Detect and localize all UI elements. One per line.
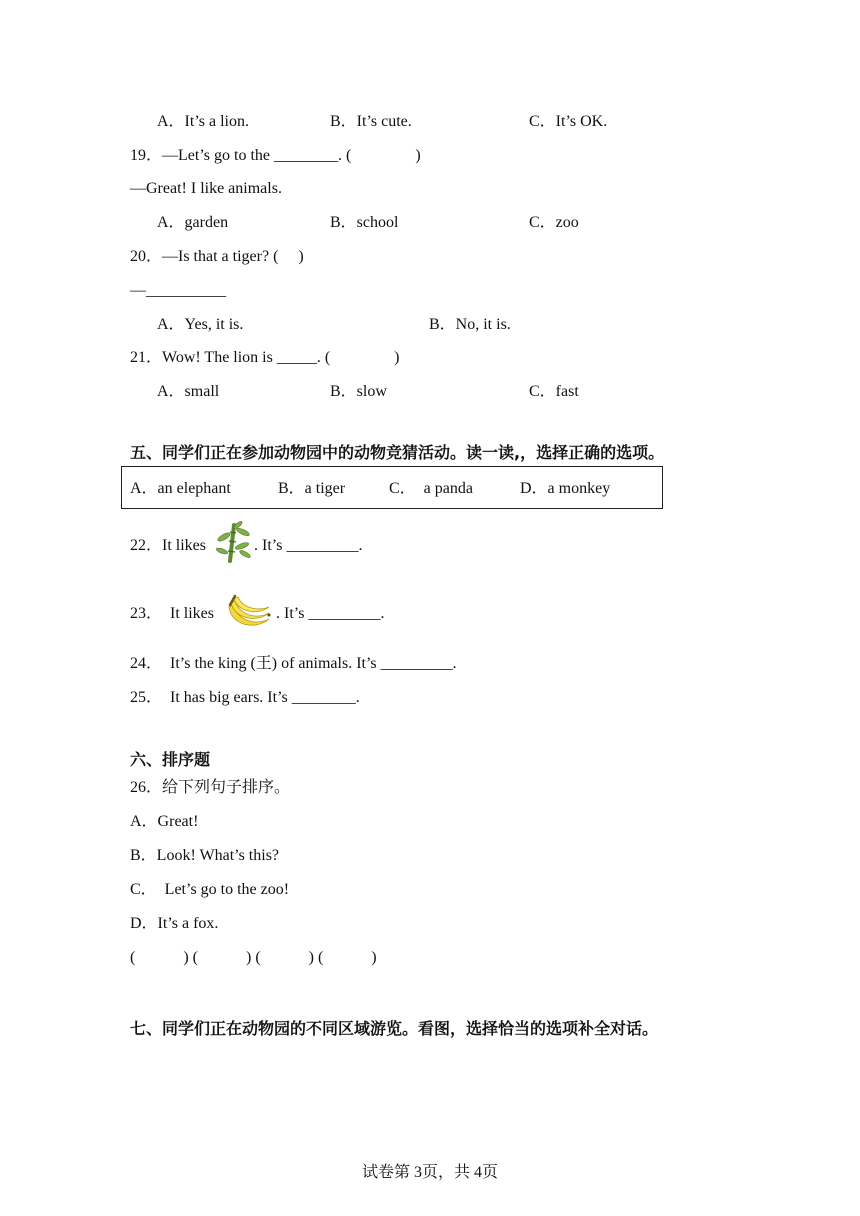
- q26-answer-blanks[interactable]: ( ) ( ) ( ) ( ): [130, 949, 377, 966]
- q19-question: 19．—Let’s go to the ________. ( ): [130, 147, 421, 164]
- q18-option-b[interactable]: B．It’s cute.: [330, 113, 412, 130]
- choice-a: A．an elephant: [130, 480, 231, 497]
- q20-reply: —__________: [130, 282, 226, 299]
- choice-d: D．a monkey: [520, 480, 611, 497]
- choice-b: B．a tiger: [278, 480, 346, 497]
- q23-prefix: 23． It likes: [130, 605, 214, 622]
- q18-option-c[interactable]: C．It’s OK.: [529, 113, 608, 130]
- section7-title: 七、同学们正在动物园的不同区域游览。看图，选择恰当的选项补全对话。: [130, 1019, 659, 1038]
- q26-item-b: B．Look! What’s this?: [130, 847, 280, 864]
- section6-title: 六、排序题: [130, 750, 211, 769]
- q22-suffix: . It’s _________.: [254, 537, 363, 554]
- q21-option-c[interactable]: C．fast: [529, 383, 579, 400]
- q26-item-d: D．It’s a fox.: [130, 915, 219, 932]
- q19-option-b[interactable]: B．school: [330, 214, 399, 231]
- q22-prefix: 22．It likes: [130, 537, 206, 554]
- q19-option-c[interactable]: C．zoo: [529, 214, 579, 231]
- q21-option-a[interactable]: A．small: [157, 383, 220, 400]
- q25-text: 25． It has big ears. It’s ________.: [130, 689, 360, 706]
- q26-item-a: A．Great!: [130, 813, 199, 830]
- q21-question: 21．Wow! The lion is _____. ( ): [130, 349, 400, 366]
- q20-option-a[interactable]: A．Yes, it is.: [157, 316, 244, 333]
- q18-option-a[interactable]: A．It’s a lion.: [157, 113, 249, 130]
- page-footer: 试卷第 3页，共 4页: [361, 1164, 498, 1181]
- q26-question: 26．给下列句子排序。: [130, 779, 291, 796]
- bamboo-icon: [216, 521, 252, 568]
- choice-c: C． a panda: [389, 480, 473, 497]
- q26-item-c: C． Let’s go to the zoo!: [130, 881, 290, 898]
- q24-text: 24． It’s the king (王) of animals. It’s _________.: [130, 655, 457, 672]
- banana-icon: [225, 593, 273, 638]
- q19-option-a[interactable]: A．garden: [157, 214, 229, 231]
- q23-suffix: . It’s _________.: [276, 605, 385, 622]
- q20-question: 20．—Is that a tiger? ( ): [130, 248, 304, 265]
- q20-option-b[interactable]: B．No, it is.: [429, 316, 511, 333]
- q21-option-b[interactable]: B．slow: [330, 383, 387, 400]
- section5-title: 五、同学们正在参加动物园中的动物竞猜活动。读一读,，选择正确的选项。: [130, 443, 665, 462]
- q19-reply: —Great! I like animals.: [130, 180, 282, 197]
